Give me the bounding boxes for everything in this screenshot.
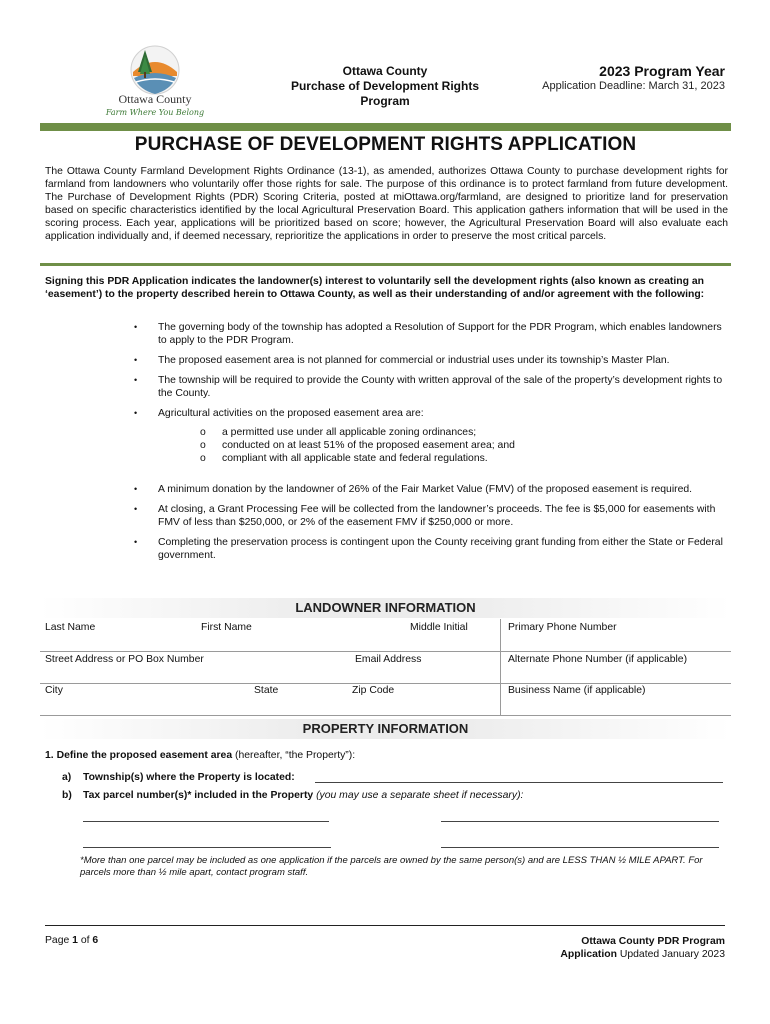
- sub-list-item: [200, 439, 728, 452]
- sub-list-item-text: a permitted use under all applicable zoning ordinances;: [222, 427, 477, 438]
- header-center-line-3: Program: [360, 94, 410, 108]
- question-1-number: 1.: [45, 750, 54, 761]
- list-item: [118, 374, 728, 400]
- list-item: [118, 321, 728, 347]
- page-total: 6: [92, 935, 99, 946]
- business-name-field[interactable]: Business Name (if applicable): [508, 685, 646, 696]
- page-title: PURCHASE OF DEVELOPMENT RIGHTS APPLICATION: [134, 134, 637, 155]
- list-item-text: Completing the preservation process is contingent upon the County receiving grant funding from either the State or Federal government.: [158, 537, 723, 561]
- sub-list-item-text: compliant with all applicable state and federal regulations.: [222, 453, 488, 464]
- question-1-detail: (hereafter, “the Property”):: [232, 750, 356, 761]
- question-1-label: Define the proposed easement area: [56, 750, 233, 761]
- last-name-field[interactable]: Last Name: [45, 622, 96, 633]
- alternate-phone-field[interactable]: Alternate Phone Number (if applicable): [508, 654, 688, 665]
- sub-list-item-text: conducted on at least 51% of the proposed easement area; and: [222, 440, 515, 451]
- zip-code-field[interactable]: Zip Code: [352, 685, 395, 696]
- row-divider: [40, 651, 731, 652]
- bullet-icon: •: [134, 322, 138, 332]
- township-label: Township(s) where the Property is located:: [83, 772, 295, 783]
- page-number: [45, 935, 98, 946]
- footer-program-info: [430, 935, 725, 961]
- township-input[interactable]: [315, 782, 723, 783]
- list-item: [118, 407, 728, 465]
- program-year: 2023 Program Year: [599, 63, 725, 79]
- question-1a-label: [62, 771, 71, 784]
- question-1: [45, 749, 355, 762]
- row-divider: [40, 715, 731, 716]
- header-divider: [40, 123, 731, 131]
- conditions-list: [118, 321, 728, 569]
- tax-parcel-label: Tax parcel number(s)* included in the Property: [83, 790, 314, 801]
- page-of: of: [77, 935, 93, 946]
- tax-parcel-question: [83, 789, 523, 802]
- footer-updated: [430, 948, 725, 961]
- email-field[interactable]: Email Address: [355, 654, 422, 665]
- bullet-icon: •: [134, 484, 138, 494]
- intro-divider: [40, 263, 731, 266]
- sub-list: [158, 426, 728, 465]
- street-address-field[interactable]: Street Address or PO Box Number: [45, 654, 204, 665]
- footer-divider: [45, 925, 725, 926]
- logo-name: Ottawa County: [118, 92, 192, 106]
- header-center-line-1: Ottawa County: [342, 64, 428, 78]
- list-item-text: At closing, a Grant Processing Fee will be collected from the landowner’s proceeds. The fee is $5,000 for easements with FMV of less than $250,000, or 2% of the easement FMV if $250,000 or more.: [158, 504, 716, 528]
- property-heading: PROPERTY INFORMATION: [302, 721, 469, 736]
- parcel-footnote: *More than one parcel may be included as one application if the parcels are owned by the same person(s) and are LESS THAN ½ MILE APART. For parcels more than ½ mile apart, contact program staff.: [80, 855, 703, 878]
- header-center-line-2: Purchase of Development Rights: [290, 79, 480, 93]
- list-item-text: The proposed easement area is not planned for commercial or industrial uses under its township’s Master Plan.: [158, 355, 670, 366]
- page-current: 1: [72, 935, 78, 946]
- question-1b-label: [62, 789, 72, 802]
- bullet-icon: •: [134, 408, 138, 418]
- sub-bullet-icon: o: [200, 440, 206, 451]
- first-name-field[interactable]: First Name: [201, 622, 252, 633]
- question-1a-letter: a): [62, 772, 72, 783]
- sub-bullet-icon: o: [200, 427, 206, 438]
- footer-application-label: Application: [560, 949, 617, 960]
- logo-tagline: Farm Where You Belong: [105, 108, 205, 117]
- state-field[interactable]: State: [254, 685, 279, 696]
- bullet-icon: •: [134, 375, 138, 385]
- column-divider: [500, 619, 501, 715]
- bullet-icon: •: [134, 537, 138, 547]
- tax-parcel-input-4[interactable]: [441, 847, 719, 848]
- row-divider: [40, 683, 731, 684]
- list-item-text: The township will be required to provide the County with written approval of the sale of the property’s development rights to the County.: [158, 375, 723, 399]
- application-deadline: Application Deadline: March 31, 2023: [542, 80, 725, 92]
- question-1b-letter: b): [62, 790, 72, 801]
- footer-program-name: Ottawa County PDR Program: [581, 936, 725, 947]
- sub-list-item: [200, 452, 728, 465]
- middle-initial-field[interactable]: Middle Initial: [410, 622, 468, 633]
- list-item: [118, 483, 728, 496]
- landowner-heading: LANDOWNER INFORMATION: [295, 600, 476, 615]
- list-item: [118, 536, 728, 562]
- city-field[interactable]: City: [45, 685, 63, 696]
- tax-parcel-hint: (you may use a separate sheet if necessary):: [313, 790, 524, 801]
- list-item-text: Agricultural activities on the proposed easement area are:: [158, 408, 424, 419]
- tax-parcel-input-2[interactable]: [441, 821, 719, 822]
- sub-bullet-icon: o: [200, 453, 206, 464]
- header-program-name: [270, 64, 500, 109]
- page-prefix: Page: [45, 935, 73, 946]
- intro-paragraph: The Ottawa County Farmland Development Rights Ordinance (13-1), as amended, authorizes Ottawa County to purchase development rights for farmland from landowners who voluntarily offer those rights for sale. The purpose of this ordinance is to protect farmland from future development. The Purchase of Development Rights (PDR) Scoring Criteria, posted at miOttawa.org/farmland, are designed to prioritize land for preservation based on specific characteristics identified by the local Agricultural Preservation Board. This application gathers information that will be used in the scoring process. Each year, applications will be prioritized based on score; however, the Agricultural Preservation Board will also evaluate each application individually and, if deemed necessary, reprioritize the applications in order to preserve the most critical parcels.: [45, 166, 728, 242]
- list-item-text: A minimum donation by the landowner of 26% of the Fair Market Value (FMV) of the proposed easement is required.: [158, 484, 693, 495]
- tax-parcel-input-1[interactable]: [83, 821, 329, 822]
- list-item-text: The governing body of the township has adopted a Resolution of Support for the PDR Program, which enables landowners to apply to the PDR Program.: [158, 322, 722, 346]
- list-item: [118, 354, 728, 367]
- signing-statement: Signing this PDR Application indicates the landowner(s) interest to voluntarily sell the development rights (also known as creating an ‘easement’) to the property described herein to Ottawa County, as well as their understanding of and/or agreement with the following:: [45, 276, 705, 300]
- sub-list-item: [200, 426, 728, 439]
- bullet-icon: •: [134, 355, 138, 365]
- tax-parcel-input-3[interactable]: [83, 847, 331, 848]
- footer-updated-date: Updated January 2023: [616, 949, 725, 960]
- bullet-icon: •: [134, 504, 138, 514]
- list-item: [118, 503, 728, 529]
- primary-phone-field[interactable]: Primary Phone Number: [508, 622, 617, 633]
